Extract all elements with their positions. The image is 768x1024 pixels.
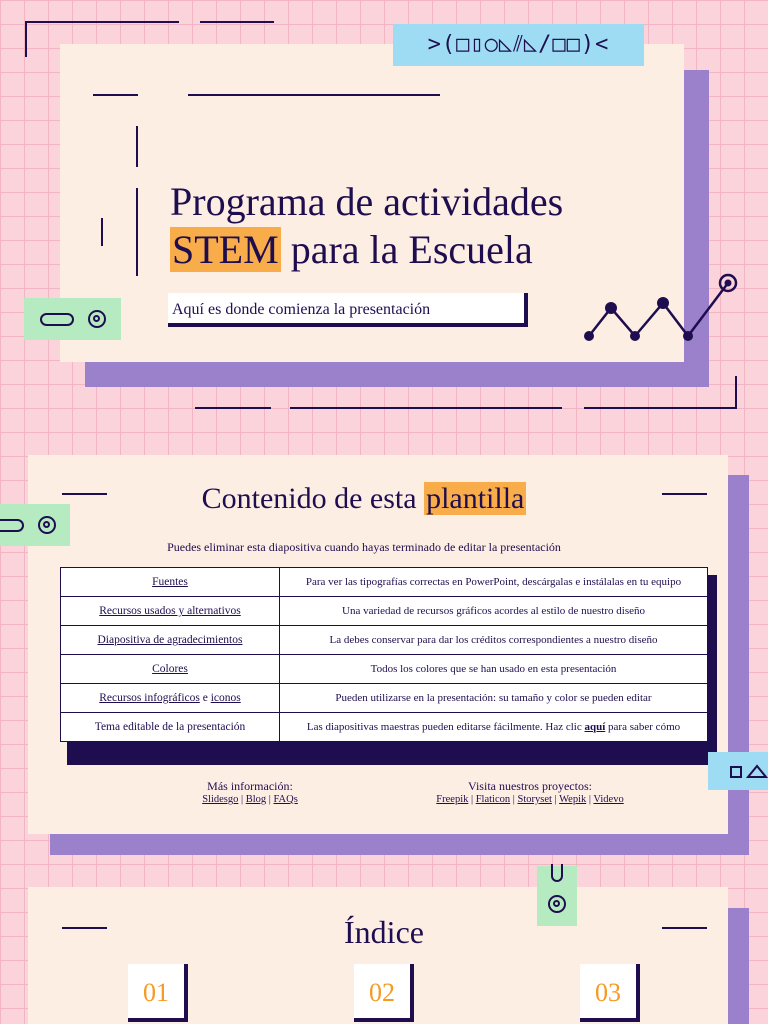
flaticon-link[interactable]: Flaticon	[475, 794, 511, 805]
target-icon	[88, 310, 106, 328]
frame-line	[200, 21, 274, 23]
link-separator: |	[266, 794, 274, 805]
frame-line	[735, 376, 737, 409]
zigzag-line-icon	[575, 268, 745, 348]
table-cell: La debes conservar para dar los créditos correspondientes a nuestro diseño	[280, 626, 708, 655]
title-line-1: Programa de actividades	[170, 179, 564, 224]
pill-icon	[0, 519, 24, 532]
table-cell	[61, 684, 280, 713]
table-row	[61, 713, 708, 742]
frame-line	[584, 407, 737, 409]
agradecimientos-link[interactable]: Diapositiva de agradecimientos	[61, 626, 280, 655]
link-separator: |	[551, 794, 560, 805]
page-title	[170, 178, 563, 274]
table-cell: Tema editable de la presentación	[61, 713, 280, 742]
deco-line	[136, 126, 138, 167]
table-row	[61, 684, 708, 713]
table-row	[61, 597, 708, 626]
blog-link[interactable]: Blog	[245, 794, 267, 805]
storyset-link[interactable]: Storyset	[517, 794, 552, 805]
target-icon	[548, 895, 566, 913]
videvo-link[interactable]: Videvo	[593, 794, 624, 805]
blue-tag	[708, 752, 768, 790]
projects-info	[405, 779, 655, 807]
title-line-2-rest: para la Escuela	[280, 227, 533, 272]
index-number-3: 03	[580, 964, 640, 1022]
section-title-text: Contenido de esta	[201, 482, 425, 515]
pill-icon	[40, 313, 74, 326]
code-tag: >(□▯○◺⫽◺/□□)<	[393, 24, 644, 66]
frame-line	[195, 407, 271, 409]
slidesgo-link[interactable]: Slidesgo	[202, 794, 239, 805]
frame-line	[290, 407, 562, 409]
iconos-link[interactable]: iconos	[210, 692, 241, 704]
wepik-link[interactable]: Wepik	[559, 794, 587, 805]
link-separator: |	[586, 794, 594, 805]
deco-line	[136, 188, 138, 276]
more-info-label: Más información:	[207, 779, 293, 793]
green-tag	[24, 298, 121, 340]
content-table	[60, 567, 708, 742]
projects-links	[405, 793, 655, 807]
recursos-link[interactable]: Recursos usados y alternativos	[61, 597, 280, 626]
fuentes-link[interactable]: Fuentes	[61, 568, 280, 597]
faqs-link[interactable]: FAQs	[273, 794, 298, 805]
desc-text: para saber cómo	[605, 721, 681, 733]
index-title: Índice	[344, 914, 424, 950]
section-subtitle: Puedes eliminar esta diapositiva cuando hayas terminado de editar la presentación	[167, 540, 561, 554]
deco-line	[93, 94, 138, 96]
table-cell: Todos los colores que se han usado en esta presentación	[280, 655, 708, 684]
section-title	[0, 481, 728, 517]
projects-label: Visita nuestros proyectos:	[468, 779, 592, 793]
title-line-2	[170, 226, 563, 274]
section-title-highlight: plantilla	[426, 482, 525, 515]
link-separator: |	[238, 794, 246, 805]
frame-line	[25, 21, 179, 23]
aqui-link[interactable]: aquí	[584, 721, 606, 733]
title-highlight: STEM	[172, 227, 279, 272]
desc-text: Las diapositivas maestras pueden editarse fácilmente. Haz clic	[306, 721, 585, 733]
conjunction-text: e	[199, 692, 211, 704]
table-row	[61, 568, 708, 597]
freepik-link[interactable]: Freepik	[436, 794, 469, 805]
infograficos-link[interactable]: Recursos infográficos	[99, 692, 200, 704]
link-separator: |	[510, 794, 518, 805]
more-info-links	[160, 793, 340, 807]
target-icon	[38, 516, 56, 534]
link-separator: |	[468, 794, 476, 805]
index-number-2: 02	[354, 964, 414, 1022]
index-number-1: 01	[128, 964, 188, 1022]
deco-line	[188, 94, 440, 96]
table-row	[61, 655, 708, 684]
colores-link[interactable]: Colores	[61, 655, 280, 684]
more-info	[160, 779, 340, 807]
deco-line	[101, 218, 103, 246]
table-cell: Una variedad de recursos gráficos acordes al estilo de nuestro diseño	[280, 597, 708, 626]
table-cell: Para ver las tipografías correctas en PowerPoint, descárgalas e instálalas en tu equipo	[280, 568, 708, 597]
table-cell	[280, 713, 708, 742]
frame-line	[25, 21, 27, 57]
table-row	[61, 626, 708, 655]
pill-icon	[551, 864, 563, 882]
table-cell: Pueden utilizarse en la presentación: su tamaño y color se pueden editar	[280, 684, 708, 713]
square-triangle-icon	[708, 752, 768, 790]
subtitle-box: Aquí es donde comienza la presentación	[168, 293, 528, 327]
